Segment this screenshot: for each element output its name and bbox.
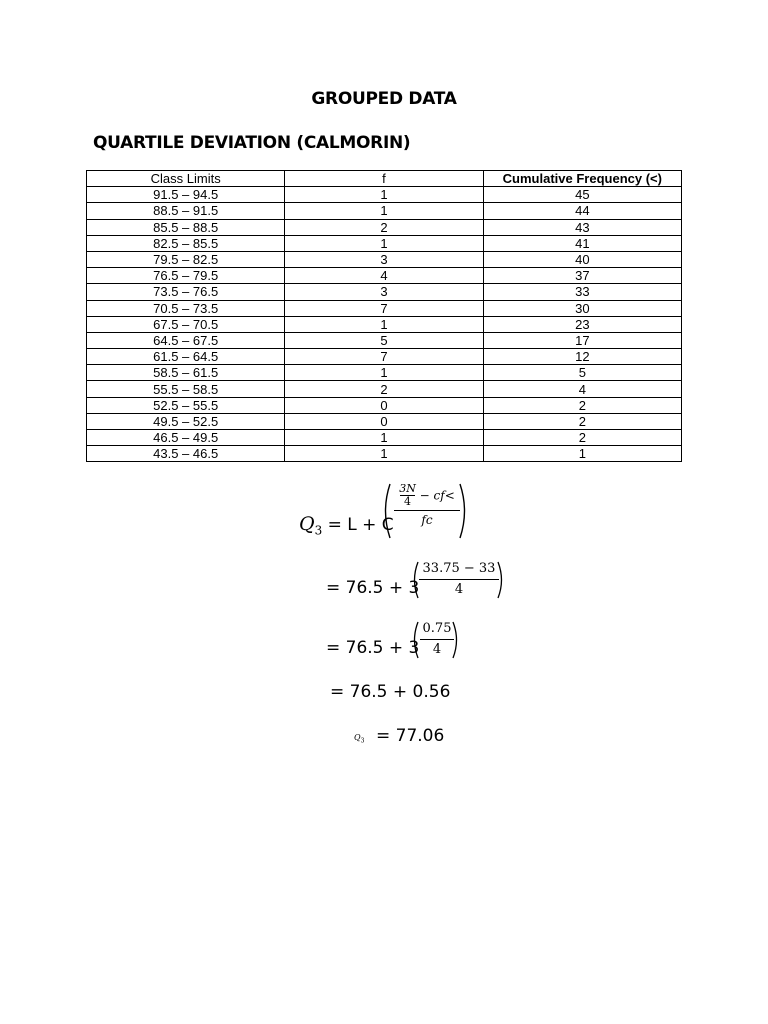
cell-frequency: 1 (285, 430, 483, 446)
cell-frequency: 7 (285, 300, 483, 316)
cell-frequency: 7 (285, 349, 483, 365)
step2-denominator: 4 (432, 642, 442, 657)
cell-frequency: 0 (285, 413, 483, 429)
table-row (87, 397, 682, 413)
cell-class-limits: 67.5 – 70.5 (87, 316, 285, 332)
cell-class-limits: 79.5 – 82.5 (87, 251, 285, 267)
cell-cumulative-frequency: 17 (483, 332, 681, 348)
cell-cumulative-frequency: 23 (483, 316, 681, 332)
table-row (87, 219, 682, 235)
cell-cumulative-frequency: 37 (483, 268, 681, 284)
left-paren (380, 482, 392, 540)
table-row (87, 332, 682, 348)
table-row (87, 187, 682, 203)
table-row (87, 446, 682, 462)
table-header-row (87, 171, 682, 187)
four-denominator: 4 (404, 495, 412, 508)
cell-cumulative-frequency: 45 (483, 187, 681, 203)
right-paren (458, 482, 470, 540)
table-row (87, 203, 682, 219)
table-body (87, 187, 682, 462)
table-row (87, 284, 682, 300)
cell-cumulative-frequency: 2 (483, 430, 681, 446)
cell-cumulative-frequency: 2 (483, 397, 681, 413)
cell-cumulative-frequency: 12 (483, 349, 681, 365)
cell-cumulative-frequency: 30 (483, 300, 681, 316)
q-symbol: Q (299, 513, 315, 535)
cell-cumulative-frequency: 4 (483, 381, 681, 397)
cell-frequency: 0 (285, 397, 483, 413)
step1-denominator: 4 (454, 582, 464, 597)
document-title: GROUPED DATA (311, 89, 457, 109)
table-row (87, 381, 682, 397)
cell-frequency: 3 (285, 251, 483, 267)
step1-right-paren (496, 560, 506, 600)
cell-frequency: 3 (285, 284, 483, 300)
step2-lead: = 76.5 + 3 (326, 638, 420, 658)
cell-class-limits: 88.5 – 91.5 (87, 203, 285, 219)
cell-class-limits: 73.5 – 76.5 (87, 284, 285, 300)
cell-class-limits: 49.5 – 52.5 (87, 413, 285, 429)
cell-cumulative-frequency: 43 (483, 219, 681, 235)
cell-class-limits: 70.5 – 73.5 (87, 300, 285, 316)
table-row (87, 251, 682, 267)
table-row (87, 235, 682, 251)
cell-class-limits: 61.5 – 64.5 (87, 349, 285, 365)
cell-class-limits: 76.5 – 79.5 (87, 268, 285, 284)
final-q-symbol (354, 733, 364, 745)
step1-numerator: 33.75 − 33 (422, 561, 496, 576)
cell-class-limits: 85.5 – 88.5 (87, 219, 285, 235)
step1-lead: = 76.5 + 3 (326, 578, 420, 598)
final-q-subscript: 3 (360, 737, 365, 745)
step2-left-paren (410, 620, 420, 660)
cell-frequency: 2 (285, 219, 483, 235)
cell-class-limits: 91.5 – 94.5 (87, 187, 285, 203)
table-row (87, 316, 682, 332)
cell-frequency: 2 (285, 381, 483, 397)
step2-right-paren (451, 620, 461, 660)
cell-frequency: 1 (285, 446, 483, 462)
cell-cumulative-frequency: 5 (483, 365, 681, 381)
cell-frequency: 4 (285, 268, 483, 284)
header-class-limits: Class Limits (87, 171, 285, 187)
cell-frequency: 1 (285, 203, 483, 219)
table-row (87, 349, 682, 365)
three-n: 3N (399, 482, 416, 495)
cell-cumulative-frequency: 44 (483, 203, 681, 219)
step1-fraction-bar (419, 579, 499, 580)
final-value: = 77.06 (376, 726, 445, 746)
cell-frequency: 1 (285, 365, 483, 381)
table-row (87, 413, 682, 429)
table-row (87, 430, 682, 446)
cell-frequency: 1 (285, 235, 483, 251)
q-subscript: 3 (314, 523, 323, 538)
cell-class-limits: 64.5 – 67.5 (87, 332, 285, 348)
cell-class-limits: 52.5 – 55.5 (87, 397, 285, 413)
cell-cumulative-frequency: 40 (483, 251, 681, 267)
header-cumulative-frequency: Cumulative Frequency (<) (483, 171, 681, 187)
formula-lhs-rest: = L + C (327, 515, 394, 535)
general-denominator: fc (421, 513, 433, 527)
cell-cumulative-frequency: 41 (483, 235, 681, 251)
minus-cf: − cf< (419, 488, 455, 503)
table-row (87, 365, 682, 381)
cell-frequency: 1 (285, 187, 483, 203)
cell-cumulative-frequency: 2 (483, 413, 681, 429)
frequency-table (86, 170, 682, 462)
cell-cumulative-frequency: 1 (483, 446, 681, 462)
cell-cumulative-frequency: 33 (483, 284, 681, 300)
final-q: Q (354, 733, 361, 742)
table-row (87, 268, 682, 284)
cell-class-limits: 55.5 – 58.5 (87, 381, 285, 397)
step2-numerator: 0.75 (422, 621, 452, 636)
cell-frequency: 1 (285, 316, 483, 332)
general-fraction-bar (394, 510, 460, 511)
header-f: f (285, 171, 483, 187)
section-heading: QUARTILE DEVIATION (CALMORIN) (93, 133, 411, 153)
table-row (87, 300, 682, 316)
general-numerator (394, 483, 460, 508)
cell-class-limits: 46.5 – 49.5 (87, 430, 285, 446)
step2-fraction-bar (420, 639, 454, 640)
cell-class-limits: 58.5 – 61.5 (87, 365, 285, 381)
cell-class-limits: 82.5 – 85.5 (87, 235, 285, 251)
cell-class-limits: 43.5 – 46.5 (87, 446, 285, 462)
cell-frequency: 5 (285, 332, 483, 348)
step-3: = 76.5 + 0.56 (330, 682, 451, 702)
